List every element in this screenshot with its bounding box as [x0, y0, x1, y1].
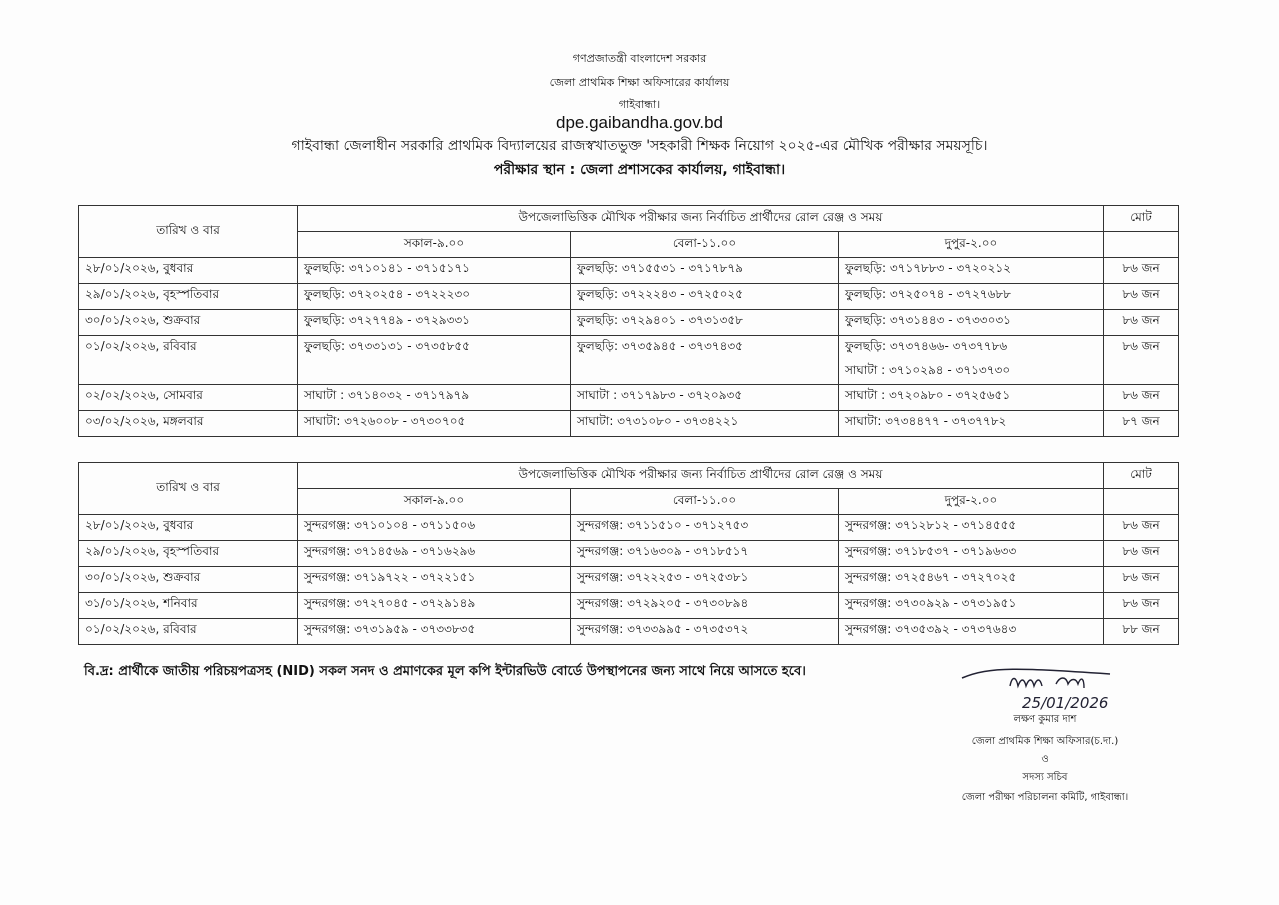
noon-slot-cell: সুন্দরগঞ্জ: ৩৭৩৩৯৯৫ - ৩৭৩৫৩৭২ — [571, 619, 839, 645]
morning-slot-cell: সাঘাটা: ৩৭২৬০০৮ - ৩৭৩০৭০৫ — [298, 411, 571, 437]
total-cell: ৮৬ জন — [1104, 567, 1179, 593]
signatory-name: লক্ষণ কুমার দাশ — [1013, 714, 1077, 725]
morning-slot-cell: সুন্দরগঞ্জ: ৩৭১৯৭২২ - ৩৭২২১৫১ — [298, 567, 571, 593]
morning-slot-cell: ফুলছড়ি: ৩৭২০২৫৪ - ৩৭২২২৩০ — [298, 284, 571, 310]
header-row — [79, 463, 1179, 489]
office-name: জেলা প্রাথমিক শিক্ষা অফিসারের কার্যালয় — [549, 76, 730, 89]
column-header-slot: সকাল-৯.০০ — [298, 489, 571, 515]
table-row — [79, 310, 1179, 336]
total-cell: ৮৮ জন — [1104, 619, 1179, 645]
document-title: গাইবান্ধা জেলাধীন সরকারি প্রাথমিক বিদ্যালয়ের রাজস্বখাতভুক্ত 'সহকারী শিক্ষক নিয়োগ ২০২৫-এর মৌখিক পরীক্ষার সময়সূচি। — [291, 138, 988, 154]
roll-range: সাঘাটা: ৩৭৩৪৪৭৭ - ৩৭৩৭৭৮২ — [845, 414, 1007, 428]
date-cell: ২৯/০১/২০২৬, বৃহস্পতিবার — [79, 541, 298, 567]
roll-range: ফুলছড়ি: ৩৭১৭৮৮৩ - ৩৭২০২১২ — [845, 261, 1011, 275]
roll-range: ফুলছড়ি: ৩৭২৫০৭৪ - ৩৭২৭৬৮৮ — [845, 287, 1011, 301]
column-header-slot: সকাল-৯.০০ — [298, 232, 571, 258]
column-header-roll-range: উপজেলাভিত্তিক মৌখিক পরীক্ষার জন্য নির্বাচিত প্রার্থীদের রোল রেঞ্জ ও সময় — [298, 206, 1104, 232]
roll-range: সুন্দরগঞ্জ: ৩৭১৮৫৩৭ - ৩৭১৯৬৩৩ — [845, 544, 1017, 558]
date-cell: ৩০/০১/২০২৬, শুক্রবার — [79, 310, 298, 336]
noon-slot-cell: সাঘাটা: ৩৭৩১০৮০ - ৩৭৩৪২২১ — [571, 411, 839, 437]
table-row — [79, 258, 1179, 284]
noon-slot-cell: সুন্দরগঞ্জ: ৩৭১৬৩০৯ - ৩৭১৮৫১৭ — [571, 541, 839, 567]
noon-slot-cell: সুন্দরগঞ্জ: ৩৭২৯২০৫ - ৩৭৩০৮৯৪ — [571, 593, 839, 619]
table-row — [79, 284, 1179, 310]
website: dpe.gaibandha.gov.bd — [555, 113, 723, 132]
column-header-slot: বেলা-১১.০০ — [571, 232, 839, 258]
total-cell: ৮৬ জন — [1104, 310, 1179, 336]
schedule-table-phulchhari-saghata — [78, 205, 1179, 437]
morning-slot-cell: ফুলছড়ি: ৩৭৩৩১৩১ - ৩৭৩৫৮৫৫ — [298, 336, 571, 385]
empty-header-cell — [1104, 489, 1179, 515]
afternoon-slot-cell — [839, 258, 1104, 284]
column-header-date: তারিখ ও বার — [79, 206, 298, 258]
total-cell: ৮৬ জন — [1104, 593, 1179, 619]
column-header-slot: দুপুর-২.০০ — [839, 232, 1104, 258]
date-cell: ২৯/০১/২০২৬, বৃহস্পতিবার — [79, 284, 298, 310]
column-header-date: তারিখ ও বার — [79, 463, 298, 515]
afternoon-slot-cell — [839, 541, 1104, 567]
table-row — [79, 385, 1179, 411]
table-row — [79, 411, 1179, 437]
morning-slot-cell: সুন্দরগঞ্জ: ৩৭১৪৫৬৯ - ৩৭১৬২৯৬ — [298, 541, 571, 567]
noon-slot-cell: সুন্দরগঞ্জ: ৩৭১১৫১০ - ৩৭১২৭৫৩ — [571, 515, 839, 541]
roll-range: সুন্দরগঞ্জ: ৩৭৩৫৩৯২ - ৩৭৩৭৬৪৩ — [845, 622, 1017, 636]
noon-slot-cell: ফুলছড়ি: ৩৭২৯৪০১ - ৩৭৩১৩৫৮ — [571, 310, 839, 336]
total-cell: ৮৬ জন — [1104, 284, 1179, 310]
roll-range: ফুলছড়ি: ৩৭৩১৪৪৩ - ৩৭৩৩০৩১ — [845, 313, 1011, 327]
table-row — [79, 567, 1179, 593]
afternoon-slot-cell — [839, 593, 1104, 619]
afternoon-slot-cell — [839, 336, 1104, 385]
roll-range: সুন্দরগঞ্জ: ৩৭১২৮১২ - ৩৭১৪৫৫৫ — [845, 518, 1017, 532]
morning-slot-cell: সুন্দরগঞ্জ: ৩৭১০১০৪ - ৩৭১১৫০৬ — [298, 515, 571, 541]
noon-slot-cell: সাঘাটা : ৩৭১৭৯৮৩ - ৩৭২০৯৩৫ — [571, 385, 839, 411]
afternoon-slot-cell — [839, 284, 1104, 310]
date-cell: ৩০/০১/২০২৬, শুক্রবার — [79, 567, 298, 593]
roll-range: ফুলছড়ি: ৩৭৩৭৪৬৬- ৩৭৩৭৭৮৬ — [845, 339, 1008, 353]
noon-slot-cell: সুন্দরগঞ্জ: ৩৭২২২৫৩ - ৩৭২৫৩৮১ — [571, 567, 839, 593]
column-header-slot: দুপুর-২.০০ — [839, 489, 1104, 515]
date-cell: ০১/০২/২০২৬, রবিবার — [79, 619, 298, 645]
schedule-table-sundarganj — [78, 462, 1179, 645]
morning-slot-cell: ফুলছড়ি: ৩৭২৭৭৪৯ - ৩৭২৯৩৩১ — [298, 310, 571, 336]
table-row — [79, 619, 1179, 645]
roll-range: সাঘাটা : ৩৭১০২৯৪ - ৩৭১৩৭৩০ — [845, 363, 1011, 377]
table-row — [79, 593, 1179, 619]
roll-range: সুন্দরগঞ্জ: ৩৭২৫৪৬৭ - ৩৭২৭০২৫ — [845, 570, 1017, 584]
date-cell: ২৮/০১/২০২৬, বুধবার — [79, 515, 298, 541]
roll-range: সাঘাটা : ৩৭২০৯৮০ - ৩৭২৫৬৫১ — [845, 388, 1011, 402]
header-row — [79, 206, 1179, 232]
afternoon-slot-cell — [839, 619, 1104, 645]
svg-text:25/01/2026: 25/01/2026 — [1022, 694, 1109, 712]
conjunction: ও — [1041, 754, 1049, 765]
date-cell: ০৩/০২/২০২৬, মঙ্গলবার — [79, 411, 298, 437]
morning-slot-cell: সুন্দরগঞ্জ: ৩৭২৭০৪৫ - ৩৭২৯১৪৯ — [298, 593, 571, 619]
total-cell: ৮৬ জন — [1104, 258, 1179, 284]
afternoon-slot-cell — [839, 515, 1104, 541]
noon-slot-cell: ফুলছড়ি: ৩৭১৫৫৩১ - ৩৭১৭৮৭৯ — [571, 258, 839, 284]
date-cell: ২৮/০১/২০২৬, বুধবার — [79, 258, 298, 284]
table-row — [79, 541, 1179, 567]
empty-header-cell — [1104, 232, 1179, 258]
committee-name: জেলা পরীক্ষা পরিচালনা কমিটি, গাইবান্ধা। — [961, 792, 1129, 803]
column-header-roll-range: উপজেলাভিত্তিক মৌখিক পরীক্ষার জন্য নির্বাচিত প্রার্থীদের রোল রেঞ্জ ও সময় — [298, 463, 1104, 489]
total-cell: ৮৬ জন — [1104, 336, 1179, 385]
signatory-role: সদস্য সচিব — [1022, 772, 1068, 783]
total-cell: ৮৭ জন — [1104, 411, 1179, 437]
exam-venue: পরীক্ষার স্থান : জেলা প্রশাসকের কার্যালয়, গাইবান্ধা। — [493, 162, 786, 178]
column-header-total: মোট — [1104, 463, 1179, 489]
table-row — [79, 515, 1179, 541]
morning-slot-cell: সুন্দরগঞ্জ: ৩৭৩১৯৫৯ - ৩৭৩৩৮৩৫ — [298, 619, 571, 645]
handwritten-signature — [960, 664, 1120, 712]
noon-slot-cell: ফুলছড়ি: ৩৭২২২৪৩ - ৩৭২৫০২৫ — [571, 284, 839, 310]
column-header-total: মোট — [1104, 206, 1179, 232]
roll-range: সুন্দরগঞ্জ: ৩৭৩০৯২৯ - ৩৭৩১৯৫১ — [845, 596, 1017, 610]
morning-slot-cell: ফুলছড়ি: ৩৭১০১৪১ - ৩৭১৫১৭১ — [298, 258, 571, 284]
table-row — [79, 336, 1179, 385]
afternoon-slot-cell — [839, 385, 1104, 411]
signatory-designation: জেলা প্রাথমিক শিক্ষা অফিসার(চ.দা.) — [971, 736, 1119, 747]
date-cell: ০২/০২/২০২৬, সোমবার — [79, 385, 298, 411]
column-header-slot: বেলা-১১.০০ — [571, 489, 839, 515]
afternoon-slot-cell — [839, 567, 1104, 593]
afternoon-slot-cell — [839, 411, 1104, 437]
noon-slot-cell: ফুলছড়ি: ৩৭৩৫৯৪৫ - ৩৭৩৭৪৩৫ — [571, 336, 839, 385]
afternoon-slot-cell — [839, 310, 1104, 336]
date-cell: ৩১/০১/২০২৬, শনিবার — [79, 593, 298, 619]
total-cell: ৮৬ জন — [1104, 541, 1179, 567]
morning-slot-cell: সাঘাটা : ৩৭১৪০৩২ - ৩৭১৭৯৭৯ — [298, 385, 571, 411]
district-name: গাইবান্ধা। — [618, 98, 661, 111]
note-text: বি.দ্র: প্রার্থীকে জাতীয় পরিচয়পত্রসহ (NID) সকল সনদ ও প্রমাণকের মূল কপি ইন্টারভিউ বোর্ডে উপস্থাপনের জন্য সাথে নিয়ে আসতে হবে। — [84, 664, 806, 679]
total-cell: ৮৬ জন — [1104, 515, 1179, 541]
date-cell: ০১/০২/২০২৬, রবিবার — [79, 336, 298, 385]
total-cell: ৮৬ জন — [1104, 385, 1179, 411]
government-name: গণপ্রজাতন্ত্রী বাংলাদেশ সরকার — [572, 52, 707, 65]
